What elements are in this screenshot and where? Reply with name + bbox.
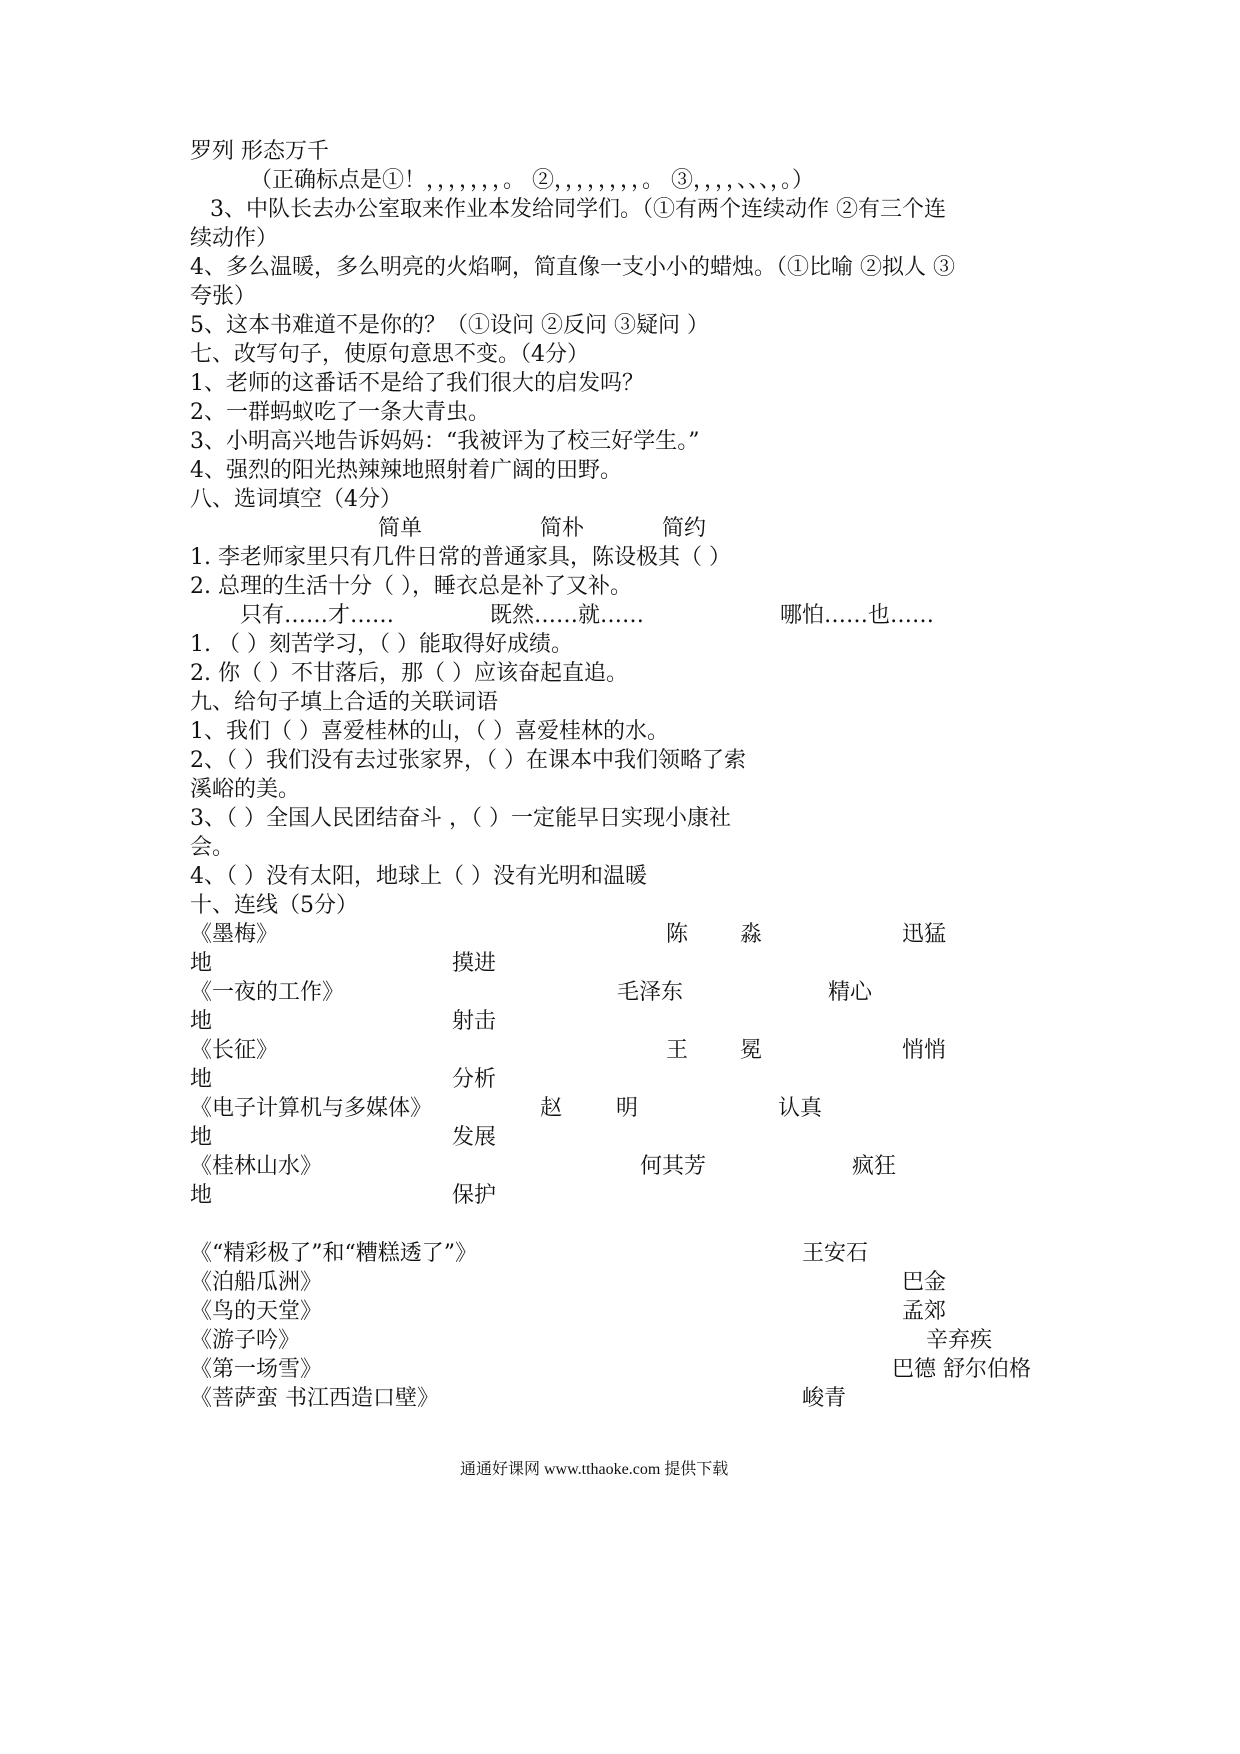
text-line: 2、一群蚂蚁吃了一条大青虫。 xyxy=(190,400,490,425)
match-word: 保护 xyxy=(452,1183,497,1208)
text-line: 2、（ ）我们没有去过张家界，（ ）在课本中我们领略了索 xyxy=(190,748,746,773)
match-title: 《第一场雪》 xyxy=(190,1357,323,1382)
match-title: 《桂林山水》 xyxy=(190,1154,323,1179)
text-line: 夸张） xyxy=(190,284,257,309)
match-author: 巴金 xyxy=(902,1270,947,1295)
word-choice: 简单 xyxy=(378,516,423,541)
word-choice: 简朴 xyxy=(540,516,585,541)
match-word: 地 xyxy=(190,1009,213,1034)
match-word: 地 xyxy=(190,1125,213,1150)
match-author: 峻青 xyxy=(802,1386,847,1411)
match-author: 淼 xyxy=(740,922,763,947)
match-word: 悄悄 xyxy=(902,1038,947,1063)
section-heading: 八、选词填空（4分） xyxy=(190,487,402,512)
match-title: 《“精彩极了”和“糟糕透了”》 xyxy=(190,1241,477,1266)
text-line: 4、多么温暖，多么明亮的火焰啊，简直像一支小小的蜡烛。（①比喻 ②拟人 ③ xyxy=(190,255,955,280)
match-title: 《鸟的天堂》 xyxy=(190,1299,323,1324)
text-line: 1、老师的这番话不是给了我们很大的启发吗？ xyxy=(190,371,644,396)
match-author: 冕 xyxy=(740,1038,763,1063)
match-author: 何其芳 xyxy=(640,1154,707,1179)
match-author: 王安石 xyxy=(802,1241,869,1266)
match-author: 王 xyxy=(666,1038,689,1063)
text-line: 2. 总理的生活十分（ ），睡衣总是补了又补。 xyxy=(190,574,632,599)
text-line: 5、这本书难道不是你的？（①设问 ②反问 ③疑问 ） xyxy=(190,313,709,338)
text-line: 3、中队长去办公室取来作业本发给同学们。（①有两个连续动作 ②有三个连 xyxy=(210,197,946,222)
text-line: 罗列 形态万千 xyxy=(190,139,329,164)
page-footer: 通通好课网 www.tthaoke.com 提供下载 xyxy=(460,1461,729,1478)
match-author: 孟郊 xyxy=(902,1299,947,1324)
match-title: 《墨梅》 xyxy=(190,922,279,947)
conjunction-choice: 既然……就…… xyxy=(490,603,645,628)
conjunction-choice: 只有……才…… xyxy=(240,603,395,628)
match-word: 认真 xyxy=(778,1096,823,1121)
match-author: 辛弃疾 xyxy=(926,1328,993,1353)
section-heading: 九、给句子填上合适的关联词语 xyxy=(190,690,499,715)
text-line: 会。 xyxy=(190,835,235,860)
text-line: 1. （ ）刻苦学习，（ ）能取得好成绩。 xyxy=(190,632,573,657)
match-word: 地 xyxy=(190,951,213,976)
text-line: 溪峪的美。 xyxy=(190,777,301,802)
text-line: 1、我们（ ）喜爱桂林的山，（ ）喜爱桂林的水。 xyxy=(190,719,669,744)
text-line: 3、小明高兴地告诉妈妈：“我被评为了校三好学生。” xyxy=(190,429,700,454)
section-heading: 十、连线（5分） xyxy=(190,893,358,918)
match-word: 摸进 xyxy=(452,951,497,976)
text-line: 3、（ ）全国人民团结奋斗 ，（ ）一定能早日实现小康社 xyxy=(190,806,731,831)
match-author: 明 xyxy=(616,1096,639,1121)
match-title: 《游子吟》 xyxy=(190,1328,301,1353)
match-title: 《电子计算机与多媒体》 xyxy=(190,1096,433,1121)
section-heading: 七、改写句子，使原句意思不变。（4分） xyxy=(190,342,589,367)
match-author: 陈 xyxy=(666,922,689,947)
match-word: 迅猛 xyxy=(902,922,947,947)
match-title: 《菩萨蛮 书江西造口壁》 xyxy=(190,1386,439,1411)
word-choice: 简约 xyxy=(662,516,707,541)
match-word: 疯狂 xyxy=(852,1154,897,1179)
match-word: 分析 xyxy=(452,1067,497,1092)
match-author: 巴德 舒尔伯格 xyxy=(892,1357,1031,1382)
match-word: 射击 xyxy=(452,1009,497,1034)
match-title: 《泊船瓜洲》 xyxy=(190,1270,323,1295)
text-line: 4、强烈的阳光热辣辣地照射着广阔的田野。 xyxy=(190,458,622,483)
text-line: 2. 你（ ）不甘落后，那（ ）应该奋起直追。 xyxy=(190,661,628,686)
match-title: 《长征》 xyxy=(190,1038,279,1063)
match-title: 《一夜的工作》 xyxy=(190,980,345,1005)
text-line: （正确标点是①！，，，，，，，。 ②，，，，，，，，。 ③，，，，、、、，。） xyxy=(250,168,814,193)
match-word: 精心 xyxy=(828,980,873,1005)
match-word: 发展 xyxy=(452,1125,497,1150)
match-author: 毛泽东 xyxy=(617,980,684,1005)
text-line: 4、（ ）没有太阳，地球上（ ）没有光明和温暖 xyxy=(190,864,647,889)
match-author: 赵 xyxy=(540,1096,563,1121)
text-line: 续动作） xyxy=(190,226,279,251)
match-word: 地 xyxy=(190,1183,213,1208)
conjunction-choice: 哪怕……也…… xyxy=(780,603,935,628)
text-line: 1. 李老师家里只有几件日常的普通家具，陈设极其（ ） xyxy=(190,545,731,570)
match-word: 地 xyxy=(190,1067,213,1092)
